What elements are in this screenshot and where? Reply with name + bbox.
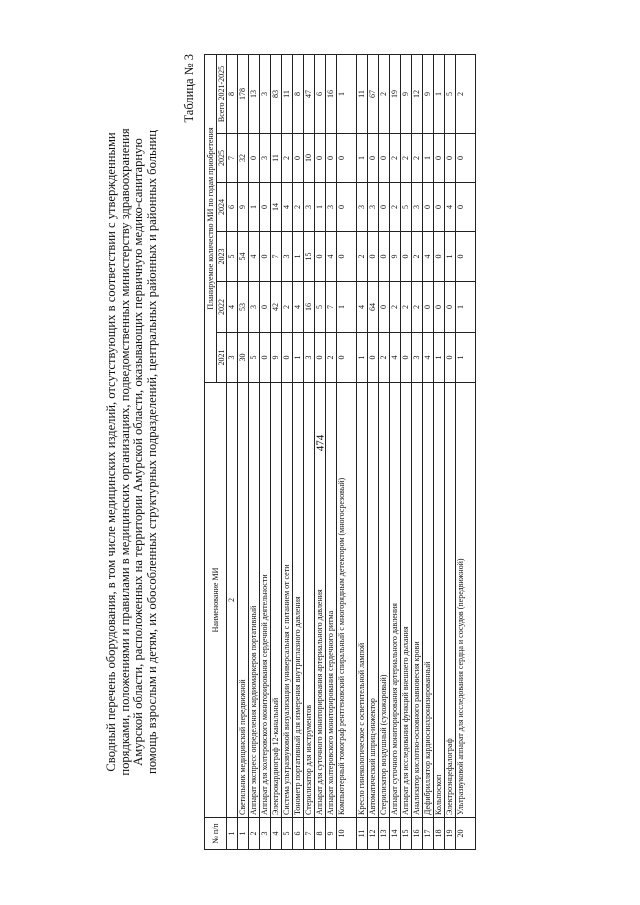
table-row (293, 55, 304, 850)
column-index-cell: 5 (227, 232, 238, 282)
year-quantity-cell: 4 (282, 183, 293, 232)
year-quantity-cell: 1 (434, 333, 445, 383)
total-cell: 6 (315, 55, 326, 134)
device-name: Кресло гинекологическое с осветительной лампой (357, 383, 368, 818)
row-number: 18 (434, 818, 445, 850)
device-name: Аппарат экспресс определения кардиомаркеров портативный (249, 383, 260, 818)
year-quantity-cell: 0 (379, 134, 390, 183)
device-name: Дефибриллятор кардиосинхронизированный (423, 383, 434, 818)
year-quantity-cell: 32 (238, 134, 249, 183)
year-quantity-cell: 0 (434, 282, 445, 333)
year-quantity-cell: 14 (271, 183, 282, 232)
table-row (337, 55, 357, 850)
table-body (238, 55, 476, 850)
column-index-cell: 1 (227, 818, 238, 850)
total-cell: 1 (337, 55, 357, 134)
year-quantity-cell: 2 (282, 282, 293, 333)
year-quantity-cell: 53 (238, 282, 249, 333)
device-name: Аппарат для исследования функций внешнего дыхания (401, 383, 412, 818)
year-quantity-cell: 64 (368, 282, 379, 333)
year-quantity-cell: 0 (434, 183, 445, 232)
year-quantity-cell: 11 (271, 134, 282, 183)
year-quantity-cell: 0 (337, 183, 357, 232)
year-quantity-cell: 3 (412, 183, 423, 232)
header-group: Планируемое количество МИ по годам приобретения (205, 55, 217, 383)
column-index-cell: 4 (227, 282, 238, 333)
row-number: 20 (456, 818, 476, 850)
device-name: Тонометр портативный для измерения внутриглазного давления (293, 383, 304, 818)
table-row (315, 55, 326, 850)
row-number: 11 (357, 818, 368, 850)
device-name: Кольпоскоп (434, 383, 445, 818)
year-quantity-cell: 3 (304, 183, 315, 232)
page-number: 474 (314, 434, 327, 452)
year-quantity-cell: 3 (282, 232, 293, 282)
year-quantity-cell: 2 (401, 282, 412, 333)
year-quantity-cell: 1 (456, 282, 476, 333)
year-quantity-cell: 2 (390, 134, 401, 183)
year-quantity-cell: 2 (357, 232, 368, 282)
header-num: № п/п (205, 818, 227, 850)
device-name: Аппарат суточного мониторирования артериального давления (390, 383, 401, 818)
total-cell: 13 (249, 55, 260, 134)
table-row (260, 55, 271, 850)
row-number: 13 (379, 818, 390, 850)
year-quantity-cell: 0 (401, 232, 412, 282)
year-quantity-cell: 5 (249, 333, 260, 383)
title-line: порядками, положениями и правилами в медицинских организациях, подведомственных министерству здравоохранения (117, 128, 132, 776)
year-quantity-cell: 0 (379, 232, 390, 282)
year-quantity-cell: 4 (326, 232, 337, 282)
year-quantity-cell: 0 (379, 183, 390, 232)
total-cell: 5 (445, 55, 456, 134)
table-row (390, 55, 401, 850)
column-index-row (227, 55, 238, 850)
year-quantity-cell: 16 (304, 282, 315, 333)
row-number: 16 (412, 818, 423, 850)
year-quantity-cell: 1 (293, 333, 304, 383)
device-name: Анализатор кислотно-основного равновесия крови (412, 383, 423, 818)
year-quantity-cell: 4 (293, 282, 304, 333)
year-quantity-cell: 3 (260, 134, 271, 183)
year-quantity-cell: 0 (249, 134, 260, 183)
row-number: 8 (315, 818, 326, 850)
table-row (456, 55, 476, 850)
year-quantity-cell: 0 (368, 134, 379, 183)
table-row (282, 55, 293, 850)
year-quantity-cell: 1 (315, 183, 326, 232)
year-quantity-cell: 2 (282, 134, 293, 183)
year-quantity-cell: 0 (368, 333, 379, 383)
row-number: 1 (238, 818, 249, 850)
year-quantity-cell: 9 (238, 183, 249, 232)
year-quantity-cell: 0 (315, 333, 326, 383)
total-cell: 2 (379, 55, 390, 134)
table-row (445, 55, 456, 850)
table-row (423, 55, 434, 850)
year-quantity-cell: 0 (379, 282, 390, 333)
year-quantity-cell: 2 (412, 134, 423, 183)
column-index-cell: 3 (227, 333, 238, 383)
year-quantity-cell: 0 (337, 134, 357, 183)
year-quantity-cell: 2 (293, 183, 304, 232)
header-year: 2025 (217, 134, 227, 183)
year-quantity-cell: 0 (315, 232, 326, 282)
year-quantity-cell: 0 (282, 333, 293, 383)
total-cell: 9 (401, 55, 412, 134)
column-index-cell: 6 (227, 183, 238, 232)
row-number: 2 (249, 818, 260, 850)
year-quantity-cell: 0 (260, 333, 271, 383)
year-quantity-cell: 0 (337, 232, 357, 282)
year-quantity-cell: 1 (445, 232, 456, 282)
year-quantity-cell: 0 (260, 282, 271, 333)
table-row (357, 55, 368, 850)
year-quantity-cell: 4 (249, 232, 260, 282)
total-cell: 3 (260, 55, 271, 134)
table-row (238, 55, 249, 850)
year-quantity-cell: 0 (337, 333, 357, 383)
device-name: Аппарат холтеровского мониторирования сердечного ритма (326, 383, 337, 818)
year-quantity-cell: 2 (412, 232, 423, 282)
year-quantity-cell: 10 (304, 134, 315, 183)
total-cell: 19 (390, 55, 401, 134)
year-quantity-cell: 3 (249, 282, 260, 333)
device-name: Аппарат для холтеровского мониторирования сердечной деятельности (260, 383, 271, 818)
row-number: 6 (293, 818, 304, 850)
year-quantity-cell: 5 (401, 183, 412, 232)
total-cell: 83 (271, 55, 282, 134)
year-quantity-cell: 1 (337, 282, 357, 333)
year-quantity-cell: 54 (238, 232, 249, 282)
year-quantity-cell: 4 (445, 183, 456, 232)
device-name: Ультразвуковой аппарат для исследования сердца и сосудов (передвижной) (456, 383, 476, 818)
year-quantity-cell: 0 (445, 134, 456, 183)
year-quantity-cell: 2 (379, 333, 390, 383)
year-quantity-cell: 7 (326, 282, 337, 333)
total-cell: 47 (304, 55, 315, 134)
year-quantity-cell: 5 (315, 282, 326, 333)
header-year: 2024 (217, 183, 227, 232)
year-quantity-cell: 4 (423, 232, 434, 282)
table-label: Таблица № 3 (182, 54, 196, 123)
year-quantity-cell: 2 (412, 282, 423, 333)
table-row (434, 55, 445, 850)
year-quantity-cell: 0 (423, 183, 434, 232)
total-cell: 1 (434, 55, 445, 134)
header-year: 2021 (217, 333, 227, 383)
year-quantity-cell: 4 (423, 333, 434, 383)
year-quantity-cell: 0 (315, 134, 326, 183)
total-cell: 178 (238, 55, 249, 134)
row-number: 10 (337, 818, 357, 850)
year-quantity-cell: 0 (456, 134, 476, 183)
table-row (326, 55, 337, 850)
table-row (271, 55, 282, 850)
device-name: Автоматический шприц-инжектор (368, 383, 379, 818)
year-quantity-cell: 0 (293, 134, 304, 183)
device-name: Стерилизатор воздушный (сухожаровый) (379, 383, 390, 818)
table-row (401, 55, 412, 850)
year-quantity-cell: 0 (368, 232, 379, 282)
device-name: Система ультразвуковой визуализации универсальная с питанием от сети (282, 383, 293, 818)
total-cell: 2 (456, 55, 476, 134)
equipment-table (204, 54, 476, 850)
device-name: Электроэнцефалограф (445, 383, 456, 818)
year-quantity-cell: 15 (304, 232, 315, 282)
year-quantity-cell: 30 (238, 333, 249, 383)
year-quantity-cell: 3 (357, 183, 368, 232)
total-cell: 12 (412, 55, 423, 134)
year-quantity-cell: 2 (390, 183, 401, 232)
row-number: 12 (368, 818, 379, 850)
year-quantity-cell: 4 (357, 282, 368, 333)
year-quantity-cell: 0 (423, 282, 434, 333)
row-number: 9 (326, 818, 337, 850)
device-name: Светильник медицинский передвижной (238, 383, 249, 818)
column-index-cell: 7 (227, 134, 238, 183)
title-line: Сводный перечень оборудования, в том числе медицинских изделий, отсутствующих в соответствии с утвержденными (104, 132, 118, 772)
year-quantity-cell: 0 (445, 282, 456, 333)
table-row (249, 55, 260, 850)
total-cell: 67 (368, 55, 379, 134)
document-title (105, 54, 159, 850)
year-quantity-cell: 0 (445, 333, 456, 383)
year-quantity-cell: 42 (271, 282, 282, 333)
year-quantity-cell: 7 (271, 232, 282, 282)
title-line: Амурской области, расположенных на территории Амурской области, оказывающих первичную медико-санитарную (131, 138, 146, 766)
total-cell: 9 (423, 55, 434, 134)
year-quantity-cell: 1 (293, 232, 304, 282)
year-quantity-cell: 9 (271, 333, 282, 383)
year-quantity-cell: 1 (456, 333, 476, 383)
table-row (412, 55, 423, 850)
table-row (304, 55, 315, 850)
year-quantity-cell: 2 (326, 333, 337, 383)
total-cell: 16 (326, 55, 337, 134)
row-number: 3 (260, 818, 271, 850)
year-quantity-cell: 1 (357, 134, 368, 183)
row-number: 15 (401, 818, 412, 850)
title-line: помощь взрослым и детям, их обособленных структурных подразделений, центральных районных и районных больниц (144, 130, 159, 774)
total-cell: 8 (293, 55, 304, 134)
column-index-cell: 8 (227, 55, 238, 134)
total-cell: 11 (357, 55, 368, 134)
year-quantity-cell: 0 (434, 134, 445, 183)
year-quantity-cell: 9 (390, 232, 401, 282)
year-quantity-cell: 1 (249, 183, 260, 232)
total-cell: 11 (282, 55, 293, 134)
year-quantity-cell: 0 (456, 232, 476, 282)
year-quantity-cell: 1 (423, 134, 434, 183)
year-quantity-cell: 0 (434, 232, 445, 282)
year-quantity-cell: 2 (401, 134, 412, 183)
row-number: 17 (423, 818, 434, 850)
row-number: 4 (271, 818, 282, 850)
header-year: 2022 (217, 282, 227, 333)
year-quantity-cell: 0 (456, 183, 476, 232)
table-row (379, 55, 390, 850)
year-quantity-cell: 1 (357, 333, 368, 383)
year-quantity-cell: 0 (326, 134, 337, 183)
device-name: Стерилизатор для инструментов (304, 383, 315, 818)
header-year: 2023 (217, 232, 227, 282)
header-name: Наименование МИ (205, 383, 227, 818)
year-quantity-cell: 3 (304, 333, 315, 383)
year-quantity-cell: 4 (390, 333, 401, 383)
row-number: 5 (282, 818, 293, 850)
year-quantity-cell: 0 (260, 232, 271, 282)
year-quantity-cell: 3 (326, 183, 337, 232)
column-index-cell: 2 (227, 383, 238, 818)
equipment-table-wrapper (204, 54, 476, 850)
year-quantity-cell: 0 (401, 333, 412, 383)
year-quantity-cell: 3 (412, 333, 423, 383)
row-number: 14 (390, 818, 401, 850)
row-number: 7 (304, 818, 315, 850)
year-quantity-cell: 3 (368, 183, 379, 232)
year-quantity-cell: 0 (260, 183, 271, 232)
device-name: Компьютерный томограф рентгеновский спиральный с многорядным детектором (многосрезовый) (337, 383, 357, 818)
year-quantity-cell: 2 (390, 282, 401, 333)
row-number: 19 (445, 818, 456, 850)
device-name: Электрокардиограф 12-канальный (271, 383, 282, 818)
table-row (368, 55, 379, 850)
device-name: Аппарат для суточного мониторирования артериального давления (315, 383, 326, 818)
header-total: Всего 2021-2025 (217, 55, 227, 134)
